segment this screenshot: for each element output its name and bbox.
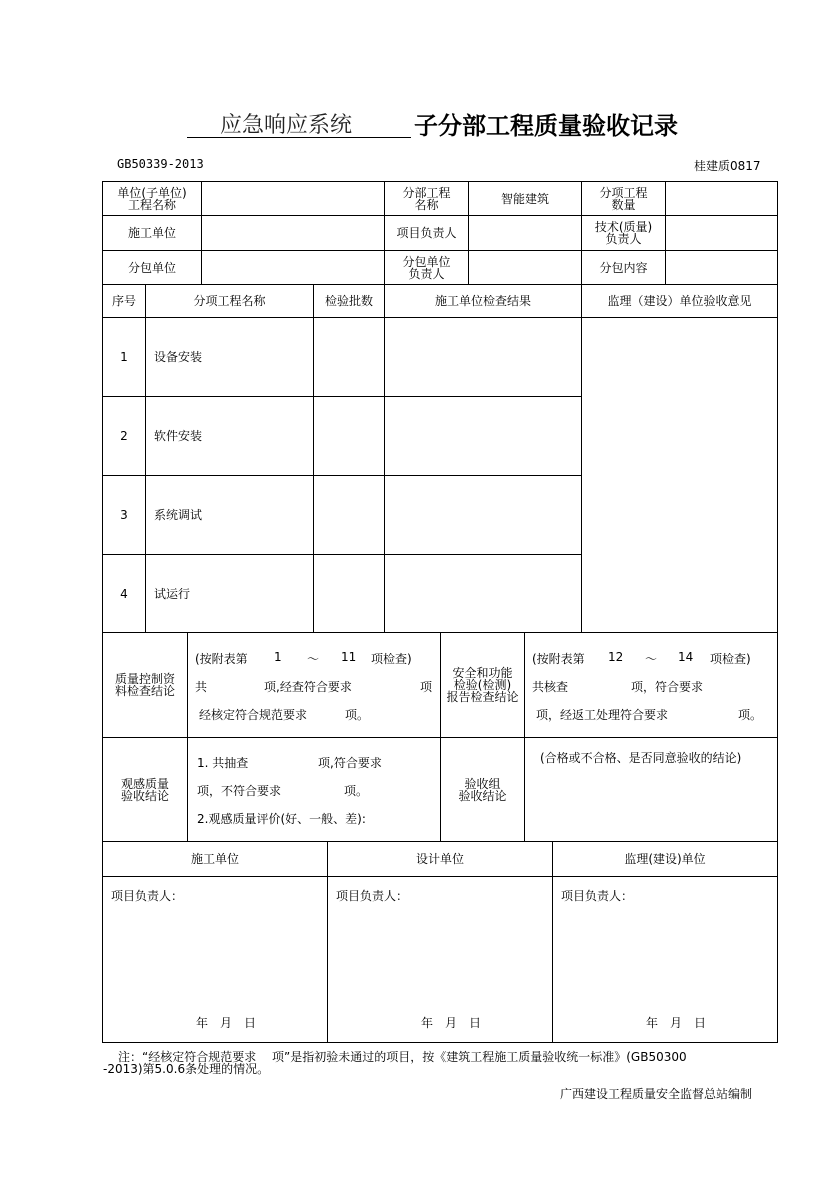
field-sub-pm[interactable] bbox=[468, 250, 582, 285]
quality-line3: 项。 bbox=[345, 708, 370, 722]
system-name: 应急响应系统 bbox=[220, 113, 353, 138]
compiler: 广西建设工程质量安全监督总站编制 bbox=[560, 1087, 753, 1101]
header-name: 分项工程名称 bbox=[145, 284, 314, 318]
group-label: 验收组 验收结论 bbox=[440, 737, 525, 842]
safety-line3: 项。 bbox=[738, 708, 763, 722]
label-sub-pm: 分包单位 负责人 bbox=[384, 250, 469, 285]
item-result-field[interactable] bbox=[384, 475, 582, 555]
item-name: 软件安装 bbox=[145, 396, 314, 476]
safety-line1: 14 bbox=[678, 650, 694, 664]
page-title: 子分部工程质量验收记录 bbox=[414, 112, 678, 140]
signature-person: 项目负责人： bbox=[561, 889, 634, 903]
title-underline bbox=[187, 137, 411, 138]
safety-line1: 项检查) bbox=[710, 652, 751, 666]
signature-unit: 施工单位 bbox=[102, 841, 328, 877]
supervisor-opinion-field[interactable] bbox=[581, 317, 778, 633]
quality-line1: ～ bbox=[307, 652, 320, 666]
item-result-field[interactable] bbox=[384, 554, 582, 633]
quality-line1: (按附表第 bbox=[195, 652, 248, 666]
safety-line2: 项，符合要求 bbox=[631, 680, 704, 694]
field-sub-content[interactable] bbox=[665, 250, 778, 285]
item-name: 系统调试 bbox=[145, 475, 314, 555]
field-div-name[interactable]: 智能建筑 bbox=[468, 181, 582, 216]
appearance-line1: 1. 共抽查 bbox=[197, 756, 249, 770]
group-hint: (合格或不合格、是否同意验收的结论) bbox=[540, 751, 742, 765]
safety-line1: 12 bbox=[608, 650, 624, 664]
field-subcontractor[interactable] bbox=[201, 250, 385, 285]
note-line-1: 注：“经核定符合规范要求 项”是指初验未通过的项目，按《建筑工程施工质量验收统一标准》(GB50300 bbox=[118, 1050, 687, 1064]
signature-person: 项目负责人： bbox=[336, 889, 409, 903]
label-unit-name: 单位(子单位) 工程名称 bbox=[102, 181, 202, 216]
quality-line3: 经核定符合规范要求 bbox=[199, 708, 308, 722]
safety-line2: 共核查 bbox=[532, 680, 569, 694]
header-result: 施工单位检查结果 bbox=[384, 284, 582, 318]
appearance-line1: 项,符合要求 bbox=[318, 756, 382, 770]
label-div-name: 分部工程 名称 bbox=[384, 181, 469, 216]
field-pm[interactable] bbox=[468, 215, 582, 251]
signature-date: 年 月 日 bbox=[421, 1016, 482, 1030]
label-sub-content: 分包内容 bbox=[581, 250, 666, 285]
item-batches-field[interactable] bbox=[313, 317, 385, 397]
item-number: 2 bbox=[102, 396, 146, 476]
safety-line1: (按附表第 bbox=[532, 652, 585, 666]
standard-code: GB50339-2013 bbox=[117, 157, 204, 171]
quality-line1: 11 bbox=[341, 650, 357, 664]
quality-line2: 共 bbox=[195, 680, 208, 694]
item-number: 3 bbox=[102, 475, 146, 555]
label-pm: 项目负责人 bbox=[384, 215, 469, 251]
item-result-field[interactable] bbox=[384, 396, 582, 476]
field-contractor[interactable] bbox=[201, 215, 385, 251]
appearance-label: 观感质量 验收结论 bbox=[102, 737, 188, 842]
header-opinion: 监理（建设）单位验收意见 bbox=[581, 284, 778, 318]
item-name: 设备安装 bbox=[145, 317, 314, 397]
signature-person: 项目负责人： bbox=[111, 889, 184, 903]
quality-line1: 1 bbox=[274, 650, 282, 664]
item-result-field[interactable] bbox=[384, 317, 582, 397]
safety-label: 安全和功能 检验(检测) 报告检查结论 bbox=[440, 632, 525, 738]
item-batches-field[interactable] bbox=[313, 396, 385, 476]
appearance-line2: 项。 bbox=[344, 784, 369, 798]
item-batches-field[interactable] bbox=[313, 475, 385, 555]
signature-date: 年 月 日 bbox=[646, 1016, 707, 1030]
appearance-line3: 2.观感质量评价(好、一般、差): bbox=[197, 812, 366, 826]
form-number: 桂建质0817 bbox=[694, 159, 761, 173]
safety-line1: ～ bbox=[645, 652, 658, 666]
header-batches: 检验批数 bbox=[313, 284, 385, 318]
quality-line2: 项,经查符合要求 bbox=[264, 680, 352, 694]
signature-unit: 监理(建设)单位 bbox=[552, 841, 778, 877]
field-sub-count[interactable] bbox=[665, 181, 778, 216]
note-line-2: -2013)第5.0.6条处理的情况。 bbox=[103, 1062, 270, 1076]
item-number: 1 bbox=[102, 317, 146, 397]
label-contractor: 施工单位 bbox=[102, 215, 202, 251]
signature-date: 年 月 日 bbox=[196, 1016, 257, 1030]
quality-label: 质量控制资 料检查结论 bbox=[102, 632, 188, 738]
label-sub-count: 分项工程 数量 bbox=[581, 181, 666, 216]
label-tech: 技术(质量) 负责人 bbox=[581, 215, 666, 251]
quality-line1: 项检查) bbox=[371, 652, 412, 666]
appearance-line2: 项，不符合要求 bbox=[197, 784, 282, 798]
item-batches-field[interactable] bbox=[313, 554, 385, 633]
item-number: 4 bbox=[102, 554, 146, 633]
label-subcontractor: 分包单位 bbox=[102, 250, 202, 285]
field-tech[interactable] bbox=[665, 215, 778, 251]
field-unit-name[interactable] bbox=[201, 181, 385, 216]
item-name: 试运行 bbox=[145, 554, 314, 633]
safety-line3: 项，经返工处理符合要求 bbox=[536, 708, 669, 722]
quality-line2: 项 bbox=[420, 680, 433, 694]
header-no: 序号 bbox=[102, 284, 146, 318]
signature-unit: 设计单位 bbox=[327, 841, 553, 877]
